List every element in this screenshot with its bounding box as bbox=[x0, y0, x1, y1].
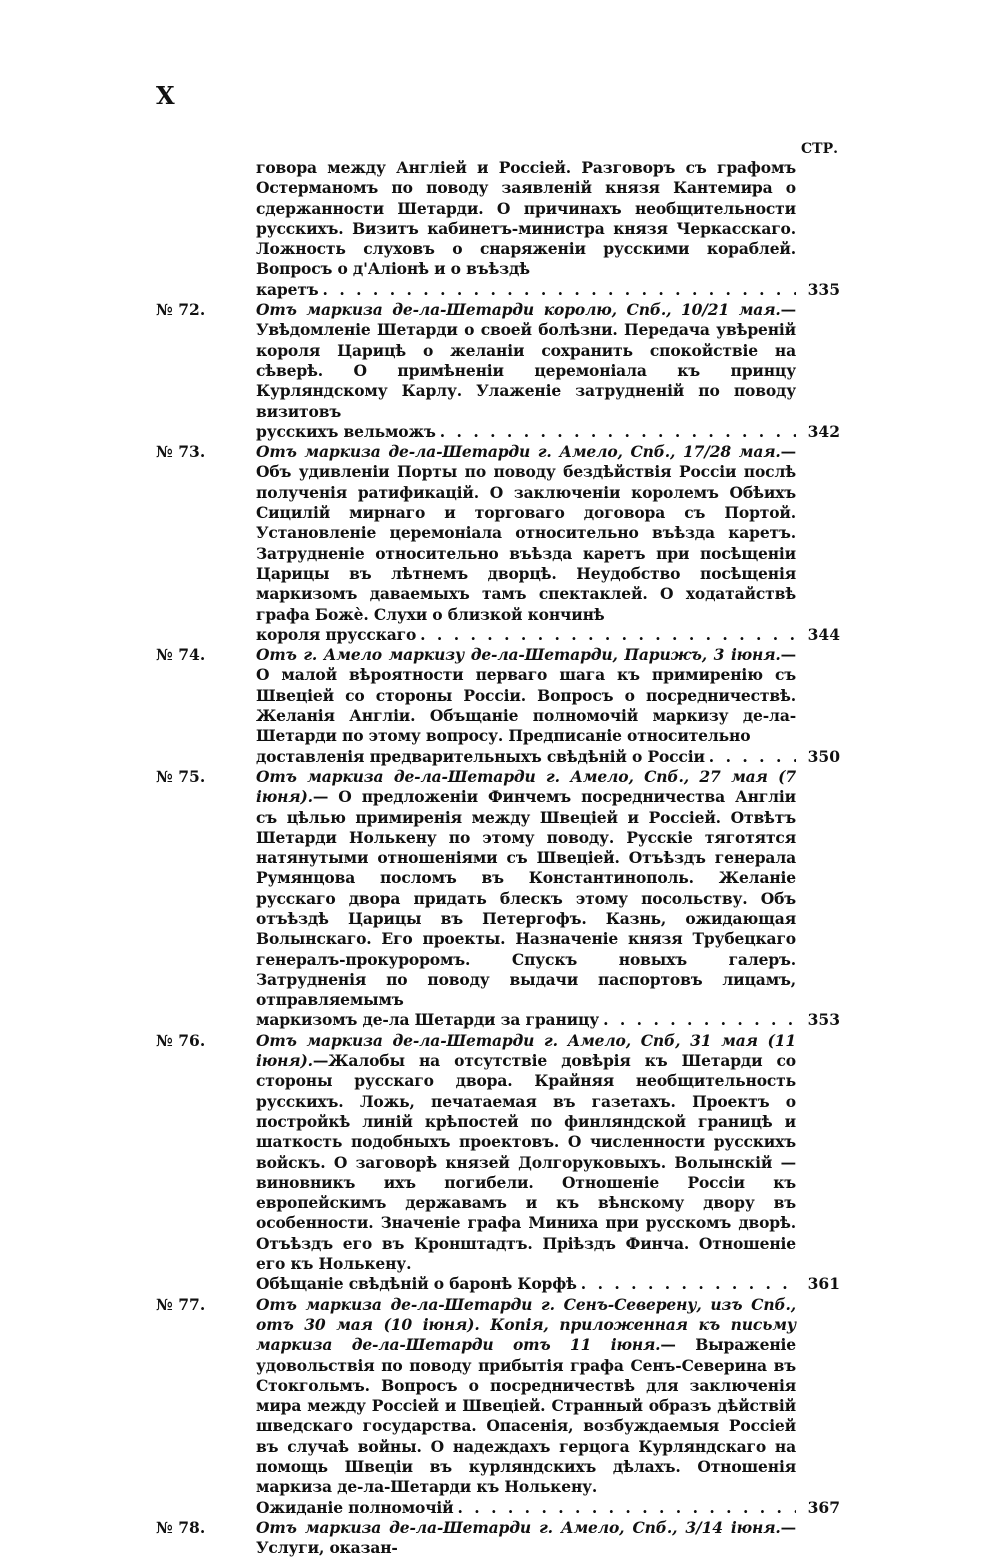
page-number: X bbox=[156, 81, 175, 110]
entry-last-line bbox=[256, 625, 796, 645]
entry-body bbox=[256, 767, 796, 1031]
entry-body bbox=[256, 158, 796, 300]
entry-last-text: доставленія предварительныхъ свѣдѣній о Россіи bbox=[256, 746, 705, 766]
entry-header: Отъ маркиза де-ла-Шетарди г. Амело, Спб, 31 мая (11 іюня). bbox=[256, 1030, 796, 1071]
toc-entry bbox=[156, 442, 840, 645]
entry-header: Отъ маркиза де-ла-Шетарди г. Амело, Спб., 3/14 іюня. bbox=[256, 1517, 781, 1537]
entry-header: Отъ маркиза де-ла-Шетарди г. Амело, Спб., 17/28 мая. bbox=[256, 442, 781, 462]
toc-entry bbox=[156, 645, 840, 767]
entry-last-line bbox=[256, 280, 796, 300]
dot-leader bbox=[599, 1010, 796, 1030]
toc-entry bbox=[156, 300, 840, 442]
entry-number: № 75. bbox=[156, 766, 206, 786]
entry-number: № 77. bbox=[156, 1294, 206, 1314]
entry-page-number: 353 bbox=[807, 1010, 840, 1030]
dot-leader bbox=[577, 1274, 796, 1294]
entry-body bbox=[256, 1295, 796, 1518]
entry-last-line bbox=[256, 1010, 796, 1030]
toc-entry bbox=[156, 1031, 840, 1295]
dot-leader bbox=[454, 1498, 797, 1518]
toc-entry bbox=[156, 767, 840, 1031]
entry-last-text: Ожиданіе полномочій bbox=[256, 1497, 454, 1517]
entry-last-text: короля прусскаго bbox=[256, 624, 417, 644]
page-column-label: СТР. bbox=[801, 141, 838, 157]
entry-summary: —Услуги, оказан- bbox=[256, 1517, 796, 1558]
entry-page-number: 350 bbox=[807, 746, 840, 766]
toc-entry bbox=[156, 1295, 840, 1518]
entry-header: Отъ маркиза де-ла-Шетарди королю, Спб., 10/21 мая. bbox=[256, 300, 781, 320]
dot-leader bbox=[705, 747, 796, 767]
entry-last-line bbox=[256, 422, 796, 442]
entry-summary: говора между Англіей и Россіей. Разговоръ съ графомъ Остерманомъ по поводу заявленій князя Кантемира о сдержанности Шетарди. О причинахъ необщительности русскихъ. Визитъ кабинетъ-министра князя Черкасскаго. Ложность слуховъ о снаряженіи русскими кораблей. Вопросъ о д'Аліонѣ и о въѣздѣ bbox=[256, 158, 796, 279]
entry-last-text: русскихъ вельможъ bbox=[256, 421, 436, 441]
entry-number: № 76. bbox=[156, 1030, 206, 1050]
dot-leader bbox=[319, 280, 796, 300]
toc-entry bbox=[156, 1518, 840, 1558]
entry-summary: —Жалобы на отсутствіе довѣрія къ Шетарди со стороны русскаго двора. Крайняя необщительность русскихъ. Ложь, печатаемая въ газетахъ. Проектъ о постройкѣ линій крѣпостей по финляндской границѣ и шаткость подобныхъ проектовъ. О численности русскихъ войскъ. О заговорѣ князей Долгоруковыхъ. Волынскій — виновникъ ихъ погибели. Отношеніе Россіи къ европейскимъ державамъ и къ вѣнскому двору въ особенности. Значеніе графа Миниха при русскомъ дворѣ. Отъѣздъ его въ Кронштадтъ. Пріѣздъ Финча. Отношеніе его къ Нолькену. bbox=[256, 1051, 796, 1274]
dot-leader bbox=[416, 625, 796, 645]
entry-page-number: 361 bbox=[807, 1274, 840, 1294]
entry-body bbox=[256, 1518, 796, 1558]
entry-last-text: Обѣщаніе свѣдѣній о баронѣ Корфѣ bbox=[256, 1274, 577, 1294]
entry-header: Отъ г. Амело маркизу де-ла-Шетарди, Парижъ, 3 іюня. bbox=[256, 645, 781, 665]
entry-last-text: маркизомъ де-ла Шетарди за границу bbox=[256, 1010, 600, 1030]
entry-summary: —Увѣдомленіе Шетарди о своей болѣзни. Передача увѣреній короля Царицѣ о желаніи сохранить спокойствіе на сѣверѣ. О примѣненіи церемоніала къ принцу Курляндскому Карлу. Улаженіе затрудненій по поводу визитовъ bbox=[256, 300, 796, 421]
entry-page-number: 367 bbox=[807, 1497, 840, 1517]
entry-body bbox=[256, 1031, 796, 1295]
entry-last-line bbox=[256, 1274, 796, 1294]
entry-body bbox=[256, 442, 796, 645]
entry-summary: — О малой вѣроятности перваго шага къ примиренію съ Швеціей со стороны Россіи. Вопросъ о посредничествѣ. Желанія Англіи. Объщаніе полномочій маркизу де-ла-Шетарди по этому вопросу. Предписаніе относительно bbox=[256, 645, 796, 746]
entry-page-number: 342 bbox=[807, 421, 840, 441]
entry-number: № 72. bbox=[156, 300, 206, 320]
entry-last-line bbox=[256, 1498, 796, 1518]
entry-number: № 74. bbox=[156, 645, 206, 665]
entry-last-line bbox=[256, 747, 796, 767]
entry-body bbox=[256, 645, 796, 767]
entry-summary: — Выраженіе удовольствія по поводу прибытія графа Сенъ-Северина въ Стокгольмъ. Вопросъ о посредничествѣ для заключенія мира между Россіей и Швеціей. Странный образъ дѣйствій шведскаго государства. Опасенія, возбуждаемыя Россіей въ случаѣ войны. О надеждахъ герцога Курляндскаго на помощь Швеціи въ курляндскихъ дѣлахъ. Отношенія маркиза де-ла-Шетарди къ Нолькену. bbox=[256, 1335, 796, 1497]
entry-summary: —Объ удивленіи Порты по поводу бездѣйствія Россіи послѣ полученія ратификацій. О заключеніи королемъ Обѣихъ Сицилій мирнаго и торговаго договора съ Портой. Установленіе церемоніала относительно въѣзда каретъ. Затрудненіе относительно въѣзда каретъ при посѣщеніи Царицы въ лѣтнемъ дворцѣ. Неудобство посѣщенія маркизомъ даваемыхъ тамъ спектаклей. О ходатайствѣ графа Божѐ. Слухи о близкой кончинѣ bbox=[256, 442, 796, 624]
entry-number: № 73. bbox=[156, 442, 206, 462]
table-of-contents bbox=[156, 158, 840, 1558]
entry-number: № 78. bbox=[156, 1517, 206, 1537]
entry-body bbox=[256, 300, 796, 442]
toc-entry bbox=[156, 158, 840, 300]
entry-summary: — О предложеніи Финчемъ посредничества Англіи съ цѣлью примиренія между Швеціей и Россіей. Отвѣтъ Шетарди Нолькену по этому поводу. Русскіе тяготятся натянутыми отношеніями съ Швеціей. Отъѣздъ генерала Румянцова посломъ въ Константинополь. Желаніе русскаго двора придать блескъ этому посольству. Объ отъѣздѣ Царицы въ Петергофъ. Казнь, ожидающая Волынскаго. Его проекты. Назначеніе князя Трубецкаго генералъ-прокуроромъ. Спускъ новыхъ галеръ. Затрудненія по поводу выдачи паспортовъ лицамъ, отправляемымъ bbox=[256, 787, 796, 1010]
entry-header: Отъ маркиза де-ла-Шетарди г. Сенъ-Северену, изъ Спб., отъ 30 мая (10 іюня). Копія, приложенная къ письму маркиза де-ла-Шетарди отъ 11 іюня. bbox=[256, 1294, 796, 1355]
entry-page-number: 335 bbox=[807, 279, 840, 299]
entry-last-text: каретъ bbox=[256, 279, 319, 299]
entry-page-number: 344 bbox=[807, 624, 840, 644]
dot-leader bbox=[436, 422, 796, 442]
entry-header: Отъ маркиза де-ла-Шетарди г. Амело, Спб., 27 мая (7 іюня). bbox=[256, 766, 796, 807]
